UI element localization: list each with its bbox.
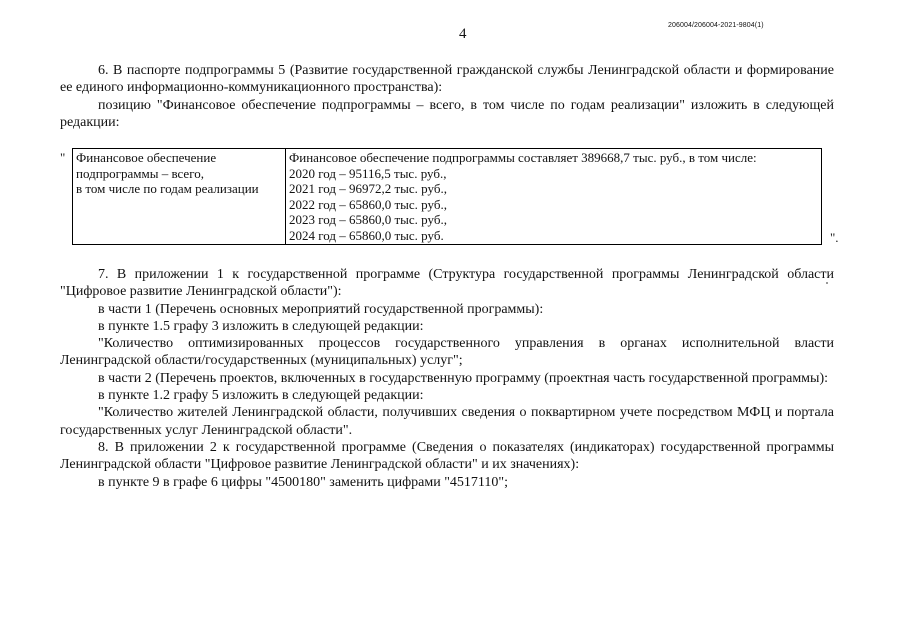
table-open-quote: " bbox=[60, 150, 66, 165]
cell-line: 2021 год – 96972,2 тыс. руб., bbox=[289, 181, 447, 197]
cell-line: в том числе по годам реализации bbox=[76, 181, 259, 197]
section-6-paragraph-2: позицию "Финансовое обеспечение подпрограммы – всего, в том числе по годам реализации" изложить в следующей редакции: bbox=[60, 97, 834, 130]
cell-line: 2023 год – 65860,0 тыс. руб., bbox=[289, 212, 447, 228]
cell-line: подпрограммы – всего, bbox=[76, 165, 204, 181]
page-number: 4 bbox=[459, 26, 467, 42]
table-row bbox=[73, 149, 822, 245]
section-7-paragraph-5: в части 2 (Перечень проектов, включенных в государственную программу (проектная часть государственной программы): bbox=[98, 370, 828, 386]
section-7 bbox=[60, 266, 834, 491]
section-6 bbox=[60, 62, 834, 131]
cell-line: Финансовое обеспечение bbox=[76, 150, 217, 165]
document-id: 206004/206004-2021-9804(1) bbox=[668, 22, 764, 29]
cell-line: 2022 год – 65860,0 тыс. руб., bbox=[289, 196, 447, 212]
section-7-paragraph-4: "Количество оптимизированных процессов государственного управления в органах исполнительной власти Ленинградской области/государственных (муниципальных) услуг"; bbox=[60, 336, 834, 369]
cell-line: Финансовое обеспечение подпрограммы составляет 389668,7 тыс. руб., в том числе: bbox=[289, 150, 757, 165]
section-7-paragraph-3: в пункте 1.5 графу 3 изложить в следующей редакции: bbox=[98, 318, 424, 334]
cell-line: 2024 год – 65860,0 тыс. руб. bbox=[289, 227, 444, 243]
section-7-paragraph-6: в пункте 1.2 графу 5 изложить в следующей редакции: bbox=[98, 388, 424, 404]
table-cell-value bbox=[286, 149, 822, 245]
section-8-paragraph-2: в пункте 9 в графе 6 цифры "4500180" заменить цифрами "4517110"; bbox=[98, 474, 509, 490]
section-7-paragraph-7: "Количество жителей Ленинградской области, получивших сведения о поквартирном учете посредством МФЦ и портала государственных услуг Ленинградской области". bbox=[60, 405, 834, 438]
section-7-paragraph-2: в части 1 (Перечень основных мероприятий государственной программы): bbox=[98, 301, 544, 317]
section-8-paragraph-1: 8. В приложении 2 к государственной программе (Сведения о показателях (индикаторах) государственной программы Ленинградской области "Цифровое развитие Ленинградской области" и их значениях): bbox=[60, 439, 834, 473]
section-6-paragraph-1: 6. В паспорте подпрограммы 5 (Развитие государственной гражданской службы Ленинградской области и формирование ее единого информационно-коммуникационного пространства): bbox=[60, 63, 834, 96]
cell-line: 2020 год – 95116,5 тыс. руб., bbox=[289, 165, 447, 181]
section-7-paragraph-1: 7. В приложении 1 к государственной программе (Структура государственной программы Ленинградской области "Цифровое развитие Ленинградской области"): bbox=[60, 267, 834, 300]
table-cell-label bbox=[73, 149, 286, 245]
financing-table bbox=[72, 148, 822, 245]
table-close-quote: ". bbox=[830, 230, 839, 245]
